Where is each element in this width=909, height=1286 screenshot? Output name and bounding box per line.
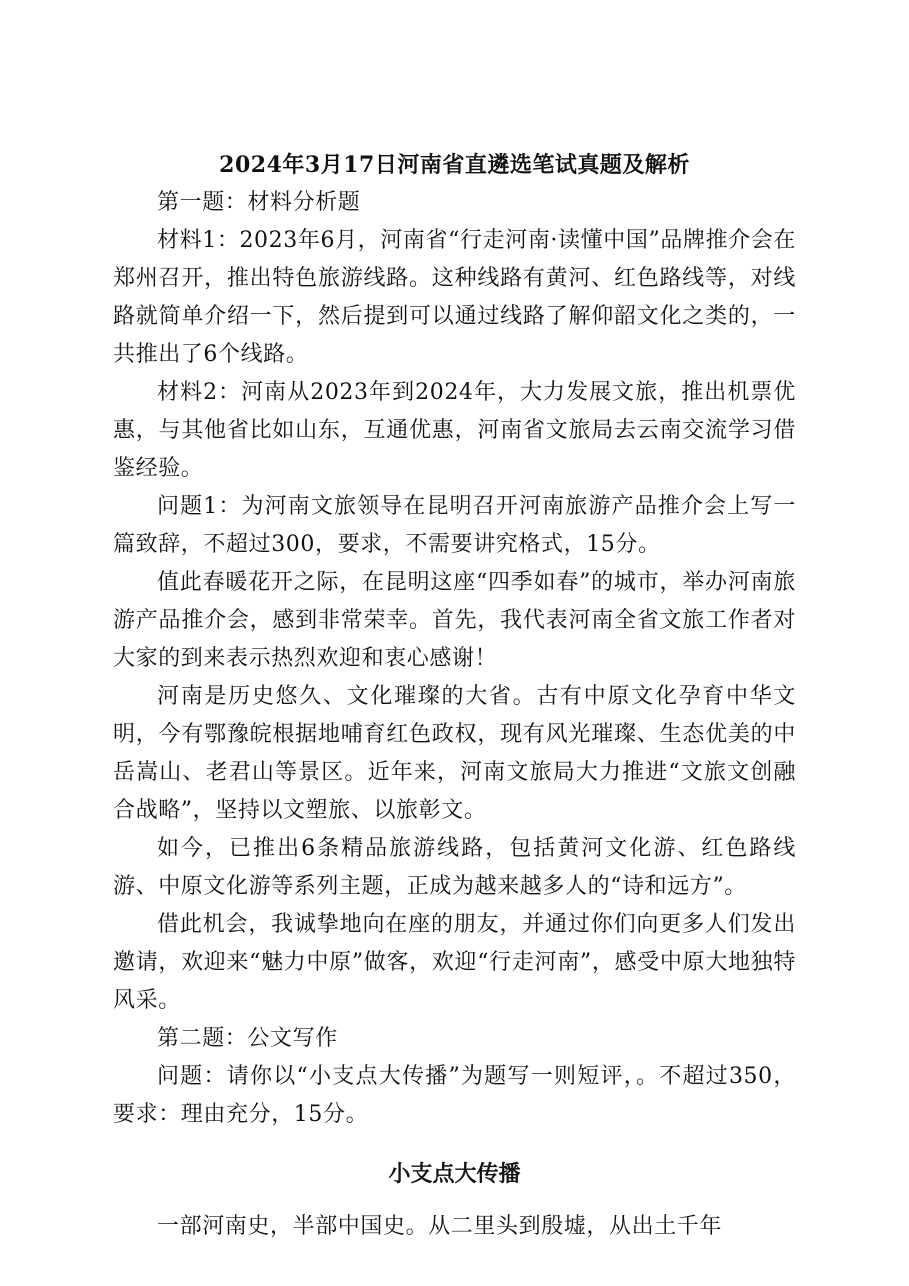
document-body: [113, 146, 796, 1246]
essay-subtitle: 小支点大传播: [388, 1162, 521, 1187]
question-1-paragraph: 问题1：为河南文旅领导在昆明召开河南旅游产品推介会上写一篇致辞，不超过300，要求，不需要讲究格式，15分。: [113, 494, 796, 557]
document-title: 2024年3月17日河南省直遴选笔试真题及解析: [219, 152, 690, 178]
section-heading-question-2: 第二题：公文写作: [157, 1026, 338, 1051]
section-heading-question-1: 第一题：材料分析题: [157, 190, 361, 215]
speech-invitation-paragraph: 借此机会，我诚挚地向在座的朋友，并通过你们向更多人们发出邀请，欢迎来“魅力中原”做客，欢迎“行走河南”，感受中原大地独特风采。: [113, 912, 796, 1013]
speech-opening-paragraph: 值此春暖花开之际，在昆明这座“四季如春”的城市，举办河南旅游产品推介会，感到非常荣幸。首先，我代表河南全省文旅工作者对大家的到来表示热烈欢迎和衷心感谢！: [113, 570, 796, 671]
essay-first-paragraph: 一部河南史，半部中国史。从二里头到殷墟，从出土千年: [157, 1214, 723, 1239]
material-2-paragraph: 材料2：河南从2023年到2024年，大力发展文旅，推出机票优惠，与其他省比如山东，互通优惠，河南省文旅局去云南交流学习借鉴经验。: [113, 380, 796, 481]
question-2-paragraph: 问题：请你以“小支点大传播”为题写一则短评，。不超过350，要求：理由充分，15分。: [113, 1064, 796, 1127]
speech-henan-paragraph: 河南是历史悠久、文化璀璨的大省。古有中原文化孕育中华文明，今有鄂豫皖根据地哺育红色政权，现有风光璀璨、生态优美的中岳嵩山、老君山等景区。近年来，河南文旅局大力推进“文旅文创融合战略”，坚持以文塑旅、以旅彰文。: [113, 684, 796, 823]
material-1-paragraph: 材料1：2023年6月，河南省“行走河南·读懂中国”品牌推介会在郑州召开，推出特色旅游线路。这种线路有黄河、红色路线等，对线路就简单介绍一下，然后提到可以通过线路了解仰韶文化之类的，一共推出了6个线路。: [113, 228, 796, 367]
speech-routes-paragraph: 如今，已推出6条精品旅游线路，包括黄河文化游、红色路线游、中原文化游等系列主题，正成为越来越多人的“诗和远方”。: [113, 836, 796, 899]
